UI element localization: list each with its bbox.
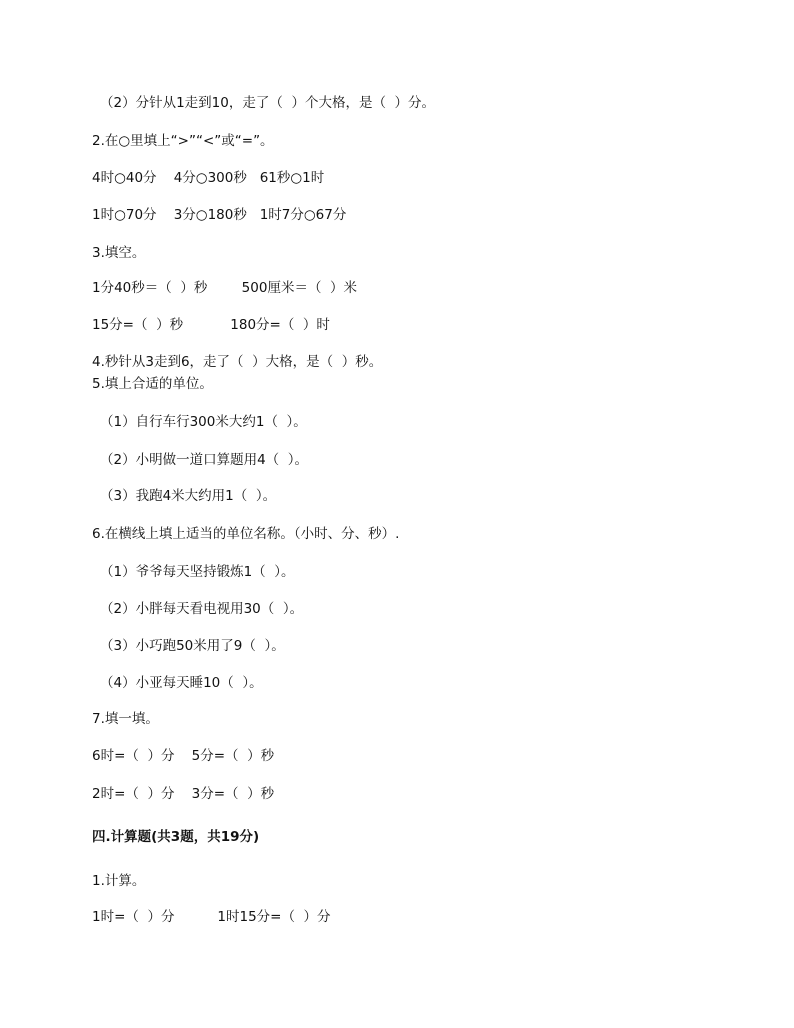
- question-2-row-2: 1时○70分 3分○180秒 1时7分○67分: [92, 207, 347, 223]
- question-7-row-1: 6时=（ ）分 5分=（ ）秒: [92, 748, 275, 764]
- section-4-question-1-row-1: 1时=（ ）分 1时15分=（ ）分: [92, 909, 331, 925]
- question-2-title: 2.在○里填上“>”“<”或“=”。: [92, 133, 274, 149]
- question-6-title: 6.在横线上填上适当的单位名称。（小时、分、秒）.: [92, 526, 400, 542]
- question-3-row-2: 15分=（ ）秒 180分=（ ）时: [92, 317, 330, 333]
- question-2-row-1: 4时○40分 4分○300秒 61秒○1时: [92, 170, 325, 186]
- question-4: 4.秒针从3走到6，走了（ ）大格，是（ ）秒。: [92, 354, 383, 370]
- question-7-row-2: 2时=（ ）分 3分=（ ）秒: [92, 786, 275, 802]
- question-6-item-2: （2）小胖每天看电视用30（ ）。: [100, 601, 304, 617]
- question-6-item-3: （3）小巧跑50米用了9（ ）。: [100, 638, 285, 654]
- section-4-question-1-title: 1.计算。: [92, 873, 146, 889]
- question-5-item-1: （1）自行车行300米大约1（ ）。: [100, 414, 307, 430]
- question-3-title: 3.填空。: [92, 245, 146, 261]
- question-5-title: 5.填上合适的单位。: [92, 376, 213, 392]
- question-6-item-1: （1）爷爷每天坚持锻炼1（ ）。: [100, 564, 295, 580]
- question-3-row-1: 1分40秒＝（ ）秒 500厘米＝（ ）米: [92, 280, 358, 296]
- question-1-2: （2）分针从1走到10，走了（ ）个大格，是（ ）分。: [100, 95, 436, 111]
- question-5-item-3: （3）我跑4米大约用1（ ）。: [100, 488, 277, 504]
- section-4-heading: 四.计算题(共3题，共19分): [92, 829, 260, 845]
- question-6-item-4: （4）小亚每天睡10（ ）。: [100, 675, 263, 691]
- question-5-item-2: （2）小明做一道口算题用4（ ）。: [100, 452, 309, 468]
- question-7-title: 7.填一填。: [92, 711, 159, 727]
